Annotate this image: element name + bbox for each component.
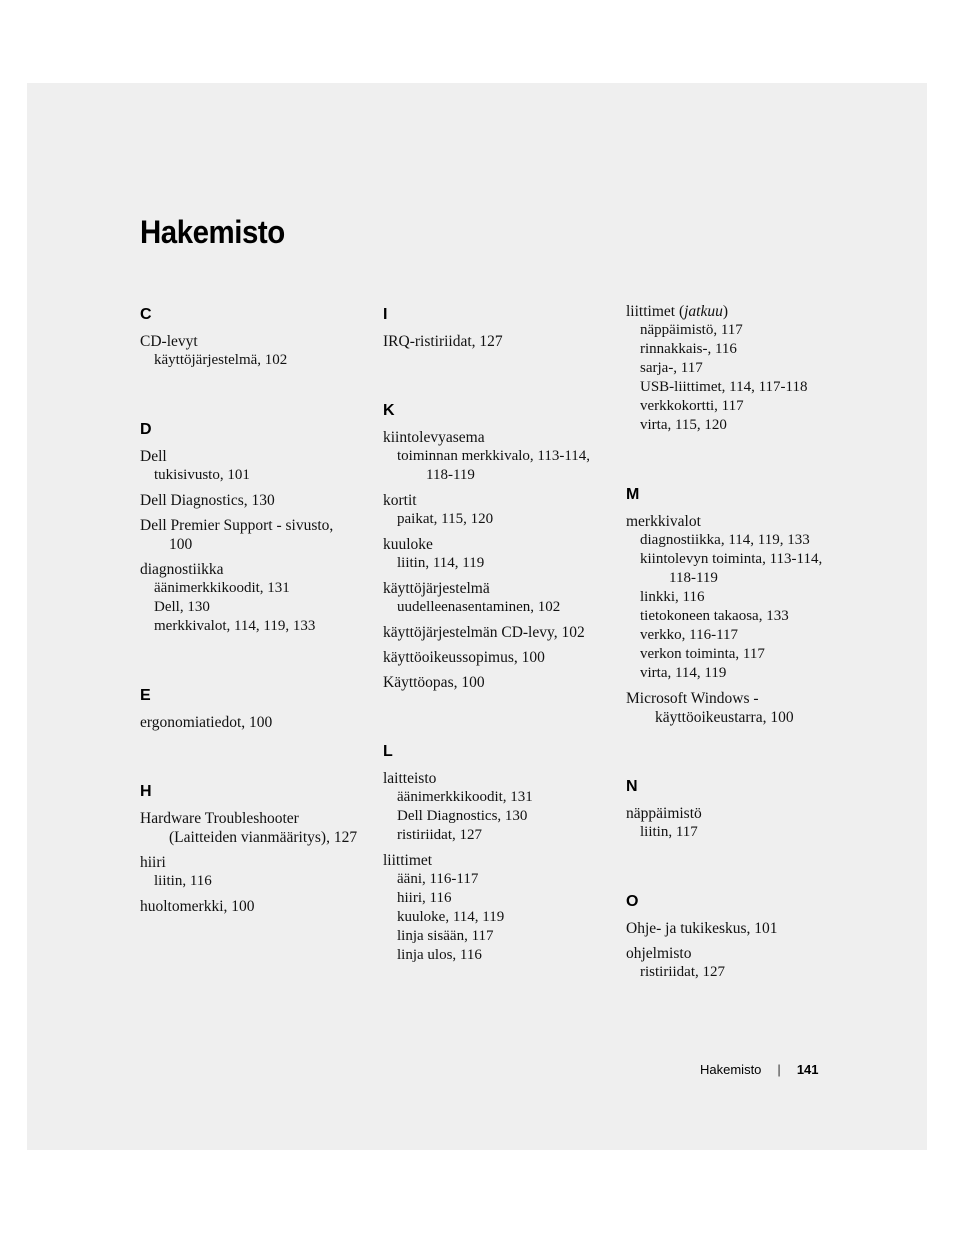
index-section [383,305,603,351]
index-entry [626,804,846,842]
entry-subitem: linkki, 116 [640,589,705,605]
entry-heading: IRQ-ristiriidat, 127 [383,333,503,350]
section-letter: H [140,783,152,800]
index-entry [626,302,846,435]
entry-subitem: äänimerkkikoodit, 131 [397,789,533,805]
entry-subitem: ääni, 116-117 [397,871,479,887]
entry-subitem: toiminnan merkkivalo, 113-114, 118-119 [397,448,591,483]
index-section [383,742,603,965]
index-entry [140,516,360,554]
section-letter: N [626,778,638,795]
page-title: Hakemisto [140,214,285,250]
index-entry [383,332,603,351]
index-entry [383,491,603,529]
entry-subitem: linja sisään, 117 [397,928,494,944]
index-entry [626,919,846,938]
entry-heading: ergonomiatiedot, 100 [140,714,273,731]
entry-heading: Käyttöopas, 100 [383,674,485,691]
index-section [626,892,846,982]
section-letter: E [140,687,151,704]
entry-heading: Dell Premier Support - sivusto, 100 [140,517,334,553]
index-entry [383,535,603,573]
entry-heading: Dell Diagnostics, 130 [140,492,275,509]
index-entry [140,332,360,370]
entry-heading [626,302,846,321]
entry-subitem: ristiriidat, 127 [397,827,482,843]
index-entry [626,689,846,727]
entry-heading: kiintolevyasema [383,429,485,446]
index-entry [626,944,846,982]
entry-subitem: kiintolevyn toiminta, 113-114, 118-119 [640,551,823,586]
index-column-3 [626,305,846,1032]
index-section [140,420,360,636]
index-entry [383,579,603,617]
entry-subitem: liitin, 116 [154,873,212,889]
entry-subitem: virta, 115, 120 [640,417,727,433]
section-letter: D [140,421,152,438]
entry-heading: ohjelmisto [626,945,692,962]
entry-heading-italic: jatkuu [684,303,723,320]
entry-heading: huoltomerkki, 100 [140,898,255,915]
entry-heading: Hardware Troubleshooter (Laitteiden vianmääritys), 127 [140,810,358,846]
entry-heading: liittimet [383,852,433,869]
index-entry [140,447,360,485]
entry-heading: laitteisto [383,770,437,787]
entry-subitem: näppäimistö, 117 [640,322,743,338]
index-section [626,485,846,727]
index-column-2 [383,305,603,1015]
entry-subitem: tietokoneen takaosa, 133 [640,608,789,624]
entry-subitem: liitin, 114, 119 [397,555,485,571]
entry-subitem: hiiri, 116 [397,890,452,906]
footer-separator: | [777,1062,781,1077]
entry-subitem: virta, 114, 119 [640,665,727,681]
entry-subitem: Dell, 130 [154,599,210,615]
page-footer [700,1062,819,1077]
index-entry [383,769,603,845]
index-entry [140,491,360,510]
entry-subitem: uudelleenasentaminen, 102 [397,599,561,615]
index-section [140,686,360,732]
entry-subitem: ristiriidat, 127 [640,964,725,980]
entry-heading: hiiri [140,854,166,871]
entry-heading-text: liittimet ( [626,303,685,320]
entry-heading: kuuloke [383,536,433,553]
entry-subitem: äänimerkkikoodit, 131 [154,580,290,596]
index-section [383,401,603,692]
section-letter: C [140,306,152,323]
index-entry [383,428,603,485]
entry-subitem: Dell Diagnostics, 130 [397,808,528,824]
entry-subitem: diagnostiikka, 114, 119, 133 [640,532,810,548]
footer-label: Hakemisto [700,1062,762,1077]
index-entry [140,809,360,847]
entry-heading: Microsoft Windows - käyttöoikeustarra, 100 [626,690,794,726]
index-section [140,305,360,370]
entry-subitem: paikat, 115, 120 [397,511,494,527]
entry-heading: näppäimistö [626,805,702,822]
index-entry [140,560,360,636]
section-letter: I [383,306,388,323]
index-entry [626,512,846,683]
index-entry [383,623,603,642]
entry-heading: käyttöoikeussopimus, 100 [383,649,545,666]
index-entry [140,713,360,732]
entry-heading: käyttöjärjestelmän CD-levy, 102 [383,624,585,641]
entry-subitem: linja ulos, 116 [397,947,482,963]
entry-heading: diagnostiikka [140,561,224,578]
entry-heading: merkkivalot [626,513,701,530]
index-section [626,302,846,435]
entry-subitem: merkkivalot, 114, 119, 133 [154,618,316,634]
index-entry [140,853,360,891]
section-letter: O [626,893,639,910]
entry-subitem: tukisivusto, 101 [154,467,250,483]
index-entry [383,648,603,667]
entry-subitem: sarja-, 117 [640,360,703,376]
index-section [140,782,360,916]
entry-subitem: rinnakkais-, 116 [640,341,737,357]
entry-heading-end: ) [722,303,729,320]
section-letter: M [626,486,640,503]
entry-heading: kortit [383,492,417,509]
entry-subitem: verkon toiminta, 117 [640,646,765,662]
entry-subitem: verkko, 116-117 [640,627,739,643]
index-entry [383,851,603,965]
entry-subitem: USB-liittimet, 114, 117-118 [640,379,808,395]
entry-heading: Ohje- ja tukikeskus, 101 [626,920,778,937]
index-entry [140,897,360,916]
entry-subitem: käyttöjärjestelmä, 102 [154,352,288,368]
section-letter: K [383,402,395,419]
index-entry [383,673,603,692]
index-section [626,777,846,842]
entry-subitem: verkkokortti, 117 [640,398,744,414]
entry-heading: Dell [140,448,167,465]
section-letter: L [383,743,393,760]
index-column-1 [140,305,360,966]
entry-subitem: liitin, 117 [640,824,698,840]
entry-subitem: kuuloke, 114, 119 [397,909,505,925]
entry-heading: CD-levyt [140,333,198,350]
page-number: 141 [796,1062,819,1077]
entry-heading: käyttöjärjestelmä [383,580,490,597]
